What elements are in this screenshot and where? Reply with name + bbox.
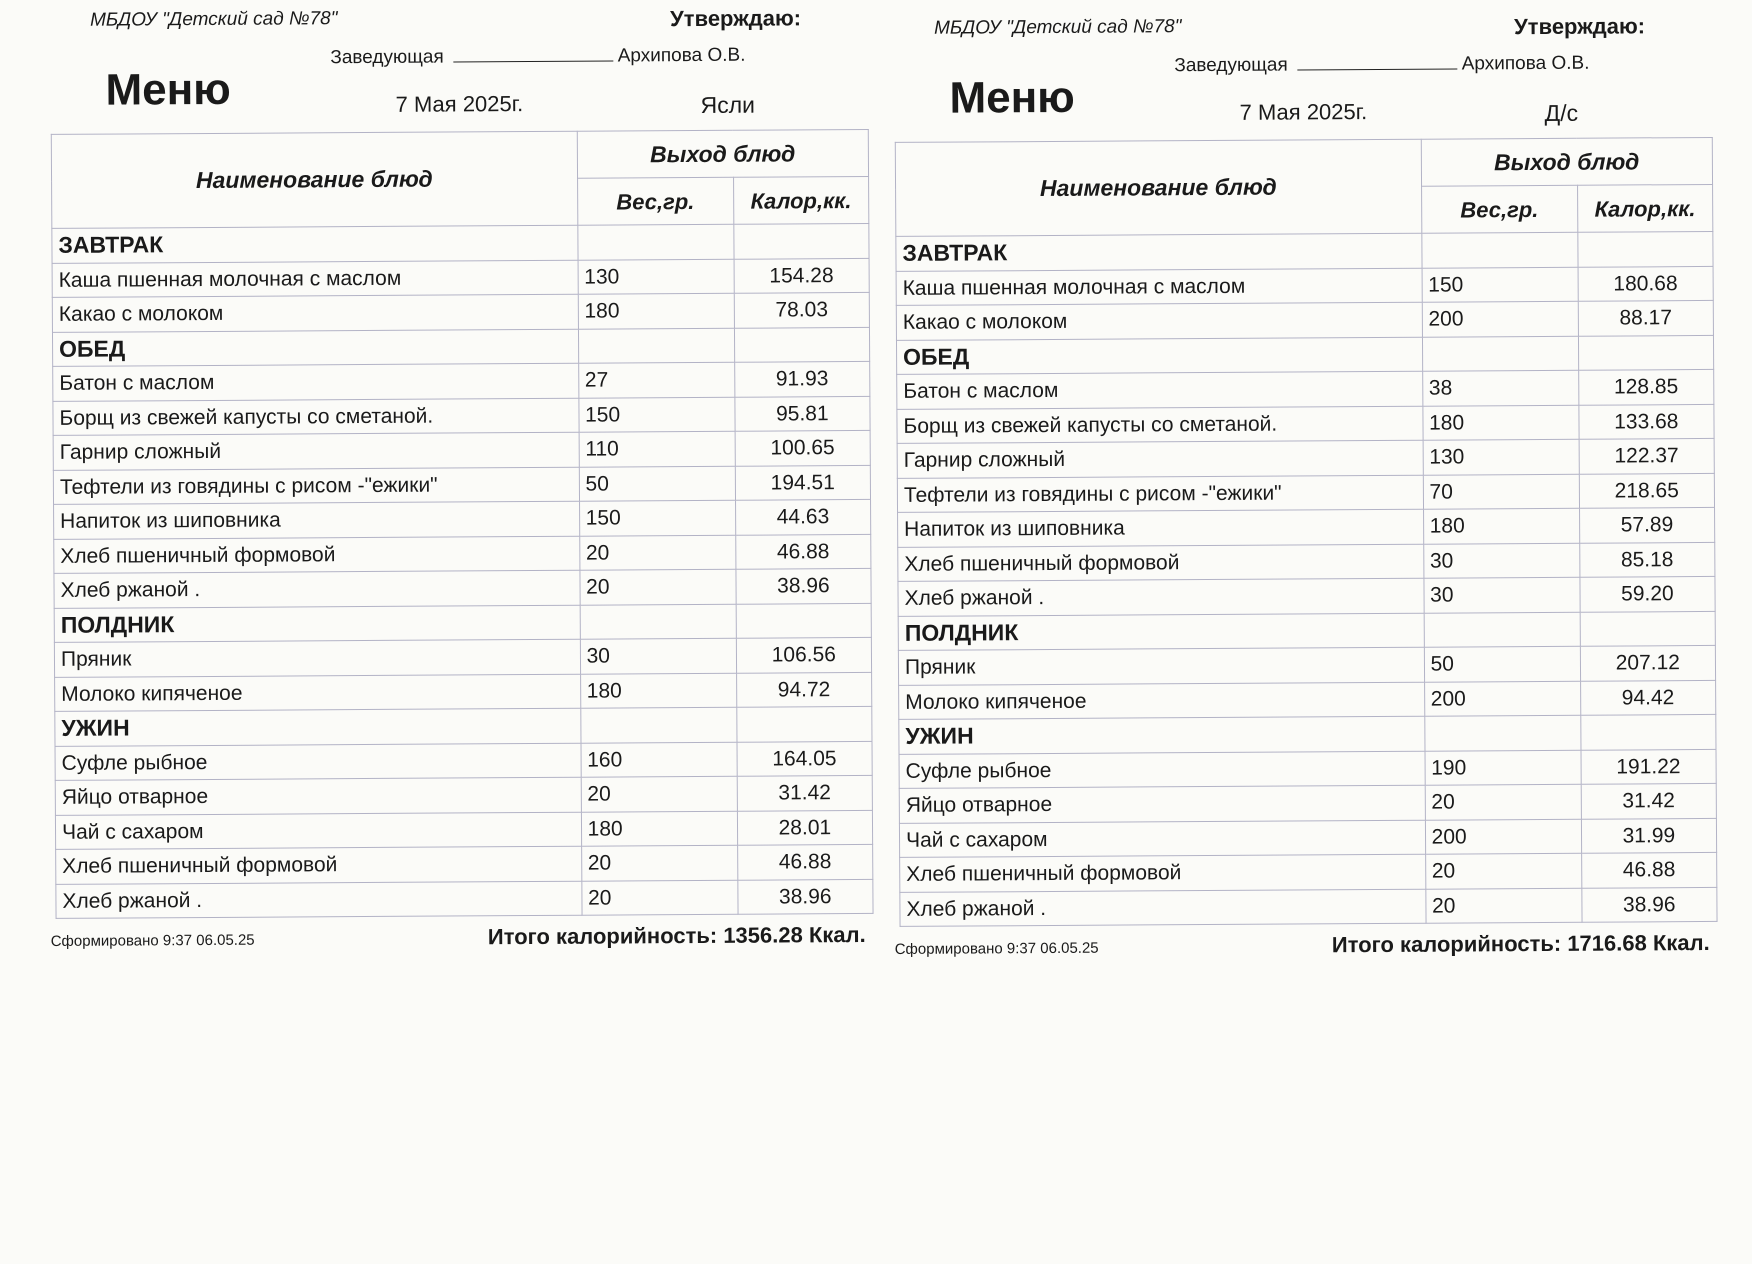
section-title: УЖИН — [899, 716, 1425, 754]
signature-line — [454, 44, 614, 62]
dish-name: Чай с сахаром — [899, 820, 1425, 858]
approval-line — [330, 44, 745, 70]
dish-calories: 194.51 — [735, 465, 871, 500]
dish-weight: 200 — [1425, 819, 1581, 854]
table-row — [899, 749, 1716, 788]
col-output-header: Выход блюд — [577, 129, 869, 178]
dish-weight: 20 — [580, 569, 736, 604]
menu-nursery — [40, 3, 866, 959]
dish-weight: 200 — [1424, 681, 1580, 716]
dish-calories: 78.03 — [734, 292, 870, 327]
menu-kindergarten — [884, 11, 1710, 967]
table-row — [899, 783, 1716, 822]
dish-calories: 133.68 — [1579, 404, 1715, 439]
menu-header — [884, 11, 1705, 142]
menu-footer — [890, 922, 1710, 967]
menu-group: Д/с — [1544, 99, 1579, 126]
dish-calories: 31.99 — [1581, 818, 1717, 853]
total-calories: Итого калорийность: 1716.68 Ккал. — [1331, 929, 1710, 958]
formed-timestamp: Сформировано 9:37 06.05.25 — [894, 939, 1099, 958]
dish-weight: 50 — [579, 466, 735, 501]
empty-cell — [580, 604, 736, 639]
dish-name: Каша пшенная молочная с маслом — [52, 260, 578, 298]
table-row — [899, 680, 1716, 719]
table-row — [55, 775, 872, 814]
table-row — [896, 300, 1713, 339]
dish-weight: 50 — [1424, 646, 1580, 681]
dish-weight: 130 — [578, 259, 734, 294]
table-row — [54, 499, 871, 538]
table-row — [54, 637, 871, 676]
dish-calories: 94.72 — [736, 672, 872, 707]
table-row — [56, 879, 873, 918]
menu-title: Меню — [949, 72, 1075, 123]
table-row — [52, 292, 869, 331]
dish-name: Борщ из свежей капусты со сметаной. — [897, 406, 1423, 444]
signature-line — [1298, 52, 1458, 70]
section-title: ОБЕД — [896, 337, 1422, 375]
table-row — [53, 361, 870, 400]
empty-cell — [1580, 611, 1716, 646]
dish-weight: 200 — [1422, 301, 1578, 336]
dish-weight: 30 — [1424, 577, 1580, 612]
dish-weight: 150 — [579, 500, 735, 535]
dish-name: Хлеб пшеничный формовой — [56, 846, 582, 884]
table-row — [54, 534, 871, 573]
table-row — [898, 542, 1715, 581]
col-output-header: Выход блюд — [1421, 137, 1713, 186]
dish-name: Чай с сахаром — [55, 812, 581, 850]
dish-weight: 180 — [581, 811, 737, 846]
table-header-row — [51, 129, 868, 181]
table-row — [898, 576, 1715, 615]
section-row — [52, 223, 869, 262]
dish-name: Хлеб ржаной . — [900, 889, 1426, 927]
dish-calories: 122.37 — [1579, 438, 1715, 473]
dish-weight: 30 — [1423, 543, 1579, 578]
dish-calories: 85.18 — [1579, 542, 1715, 577]
head-name: Архипова О.В. — [1461, 52, 1590, 75]
empty-cell — [734, 327, 870, 362]
dish-name: Хлеб пшеничный формовой — [54, 536, 580, 574]
dish-weight: 110 — [579, 431, 735, 466]
dish-weight: 160 — [581, 742, 737, 777]
dish-name: Хлеб ржаной . — [898, 578, 1424, 616]
col-weight-header: Вес,гр. — [1421, 185, 1577, 233]
dish-weight: 150 — [1422, 267, 1578, 302]
dish-weight: 180 — [580, 673, 736, 708]
dish-name: Пряник — [54, 639, 580, 677]
approve-label: Утверждаю: — [670, 5, 802, 32]
dish-name: Какао с молоком — [896, 302, 1422, 340]
dish-weight: 20 — [1425, 853, 1581, 888]
dish-name: Молоко кипяченое — [55, 674, 581, 712]
section-row — [52, 327, 869, 366]
dish-name: Батон с маслом — [53, 363, 579, 401]
table-row — [898, 507, 1715, 546]
dish-calories: 46.88 — [1581, 852, 1717, 887]
dish-name: Молоко кипяченое — [899, 682, 1425, 720]
section-row — [54, 603, 871, 642]
dish-calories: 88.17 — [1578, 300, 1714, 335]
dish-calories: 128.85 — [1578, 369, 1714, 404]
dish-calories: 91.93 — [734, 361, 870, 396]
empty-cell — [580, 707, 736, 742]
table-row — [53, 396, 870, 435]
dish-calories: 46.88 — [737, 844, 873, 879]
total-calories: Итого калорийность: 1356.28 Ккал. — [487, 921, 866, 950]
dish-name: Хлеб пшеничный формовой — [900, 854, 1426, 892]
menu-table — [51, 129, 874, 919]
menu-date: 7 Мая 2025г. — [395, 91, 524, 117]
table-row — [896, 266, 1713, 305]
dish-calories: 106.56 — [736, 637, 872, 672]
menu-table — [895, 137, 1718, 927]
dish-name: Хлеб ржаной . — [56, 881, 582, 919]
dish-calories: 94.42 — [1580, 680, 1716, 715]
dish-calories: 164.05 — [737, 741, 873, 776]
head-name: Архипова О.В. — [617, 44, 746, 67]
section-row — [898, 611, 1715, 650]
empty-cell — [1424, 715, 1580, 750]
table-row — [897, 369, 1714, 408]
section-title: ЗАВТРАК — [52, 225, 578, 263]
empty-cell — [736, 603, 872, 638]
section-title: ОБЕД — [52, 329, 578, 367]
dish-calories: 100.65 — [735, 430, 871, 465]
table-row — [900, 887, 1717, 926]
section-row — [896, 335, 1713, 374]
dish-name: Каша пшенная молочная с маслом — [896, 268, 1422, 306]
menu-header — [40, 3, 861, 134]
dish-name: Гарнир сложный — [53, 432, 579, 470]
formed-timestamp: Сформировано 9:37 06.05.25 — [50, 931, 255, 950]
dish-calories: 28.01 — [737, 810, 873, 845]
dish-weight: 20 — [1425, 888, 1581, 923]
dish-calories: 95.81 — [735, 396, 871, 431]
table-row — [53, 465, 870, 504]
table-row — [55, 672, 872, 711]
col-weight-header: Вес,гр. — [577, 177, 733, 225]
dish-calories: 31.42 — [737, 775, 873, 810]
dish-weight: 27 — [578, 362, 734, 397]
head-role: Заведующая — [1174, 54, 1288, 77]
table-row — [898, 645, 1715, 684]
table-row — [897, 473, 1714, 512]
dish-weight: 20 — [581, 880, 737, 915]
dish-name: Тефтели из говядины с рисом -"ежики" — [897, 475, 1423, 513]
menu-date: 7 Мая 2025г. — [1239, 99, 1368, 125]
dish-calories: 180.68 — [1578, 266, 1714, 301]
empty-cell — [1580, 714, 1716, 749]
empty-cell — [736, 706, 872, 741]
dish-calories: 44.63 — [735, 499, 871, 534]
institution-name: МБДОУ "Детский сад №78" — [90, 8, 338, 31]
dish-calories: 38.96 — [738, 879, 874, 914]
head-role: Заведующая — [330, 46, 444, 69]
dish-calories: 191.22 — [1581, 749, 1717, 784]
dish-calories: 218.65 — [1579, 473, 1715, 508]
section-row — [55, 706, 872, 745]
dish-calories: 57.89 — [1579, 507, 1715, 542]
empty-cell — [1578, 231, 1714, 266]
dish-weight: 20 — [1425, 784, 1581, 819]
approval-line — [1174, 52, 1589, 78]
dish-name: Яйцо отварное — [55, 777, 581, 815]
dish-weight: 20 — [581, 776, 737, 811]
col-name-header: Наименование блюд — [51, 131, 577, 228]
dish-calories: 31.42 — [1581, 783, 1717, 818]
menu-title: Меню — [105, 64, 231, 115]
dish-weight: 180 — [1422, 405, 1578, 440]
empty-cell — [1422, 336, 1578, 371]
dish-calories: 46.88 — [735, 534, 871, 569]
dish-weight: 30 — [580, 638, 736, 673]
dish-weight: 20 — [579, 535, 735, 570]
dish-weight: 38 — [1422, 370, 1578, 405]
dish-calories: 38.96 — [1582, 887, 1718, 922]
section-row — [899, 714, 1716, 753]
empty-cell — [1424, 612, 1580, 647]
dish-calories: 38.96 — [736, 568, 872, 603]
dish-name: Гарнир сложный — [897, 440, 1423, 478]
col-cal-header: Калор,кк. — [733, 176, 869, 224]
dish-name: Суфле рыбное — [899, 751, 1425, 789]
dish-name: Хлеб ржаной . — [54, 570, 580, 608]
table-row — [56, 844, 873, 883]
table-row — [53, 430, 870, 469]
empty-cell — [577, 224, 733, 259]
section-row — [896, 231, 1713, 270]
dish-weight: 70 — [1423, 474, 1579, 509]
empty-cell — [1578, 335, 1714, 370]
menu-footer — [46, 914, 866, 959]
menu-group: Ясли — [700, 91, 756, 118]
dish-weight: 20 — [581, 845, 737, 880]
empty-cell — [734, 223, 870, 258]
dish-name: Какао с молоком — [52, 294, 578, 332]
table-header-row — [895, 137, 1712, 189]
dish-name: Напиток из шиповника — [54, 501, 580, 539]
dish-weight: 150 — [578, 397, 734, 432]
dish-calories: 207.12 — [1580, 645, 1716, 680]
dish-name: Пряник — [898, 647, 1424, 685]
table-row — [55, 810, 872, 849]
table-row — [900, 852, 1717, 891]
dish-name: Тефтели из говядины с рисом -"ежики" — [53, 467, 579, 505]
col-cal-header: Калор,кк. — [1577, 184, 1713, 232]
dish-weight: 180 — [578, 293, 734, 328]
table-row — [899, 818, 1716, 857]
approve-label: Утверждаю: — [1514, 13, 1646, 40]
dish-calories: 154.28 — [734, 258, 870, 293]
table-row — [52, 258, 869, 297]
dish-weight: 180 — [1423, 508, 1579, 543]
dish-name: Хлеб пшеничный формовой — [898, 544, 1424, 582]
empty-cell — [1421, 232, 1577, 267]
dish-name: Батон с маслом — [897, 371, 1423, 409]
empty-cell — [578, 328, 734, 363]
dish-weight: 130 — [1423, 439, 1579, 474]
table-row — [897, 438, 1714, 477]
dish-name: Борщ из свежей капусты со сметаной. — [53, 398, 579, 436]
dish-name: Напиток из шиповника — [898, 509, 1424, 547]
section-title: ПОЛДНИК — [898, 613, 1424, 651]
institution-name: МБДОУ "Детский сад №78" — [934, 16, 1182, 39]
dish-name: Суфле рыбное — [55, 743, 581, 781]
dish-weight: 190 — [1425, 750, 1581, 785]
table-row — [897, 404, 1714, 443]
section-title: ПОЛДНИК — [54, 605, 580, 643]
table-row — [54, 568, 871, 607]
table-row — [55, 741, 872, 780]
section-title: УЖИН — [55, 708, 581, 746]
col-name-header: Наименование блюд — [895, 139, 1421, 236]
dish-calories: 59.20 — [1580, 576, 1716, 611]
section-title: ЗАВТРАК — [896, 233, 1422, 271]
dish-name: Яйцо отварное — [899, 785, 1425, 823]
